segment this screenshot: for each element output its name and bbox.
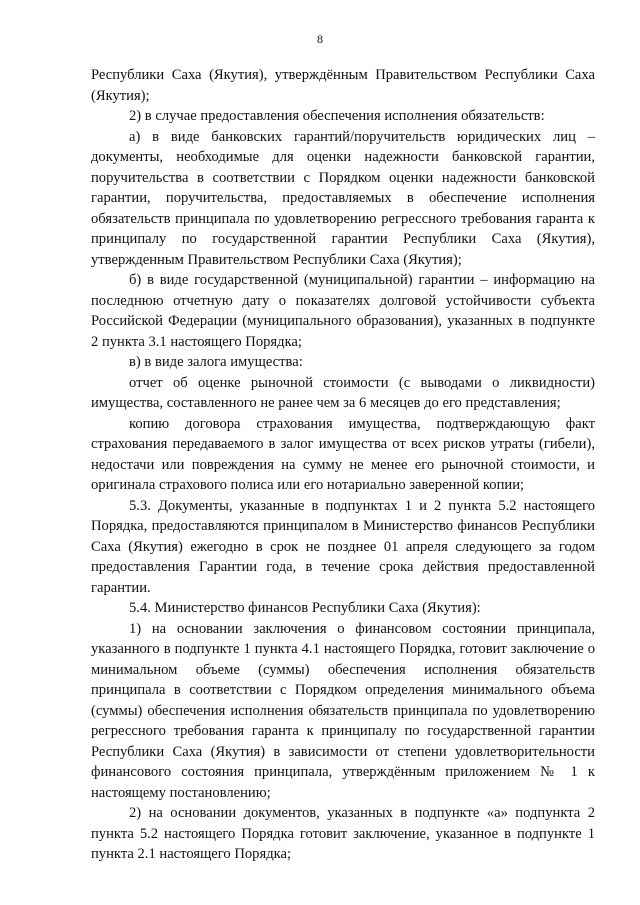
paragraph-subitem-b: б) в виде государственной (муниципальной) гарантии – информацию на последнюю отчетную дату о показателях долговой устойчивости субъекта Российской Федерации (муниципального образования), указанных в подпункте 2 пункта 3.1 настоящего Порядка;	[91, 272, 595, 350]
paragraph-subitem-v: в) в виде залога имущества:	[129, 354, 303, 370]
paragraph-valuation-report: отчет об оценке рыночной стоимости (с выводами о ликвидности) имущества, составленного не ранее чем за 6 месяцев до его представления;	[91, 374, 595, 411]
document-body	[91, 65, 595, 865]
paragraph-subitem-a: а) в виде банковских гарантий/поручительств юридических лиц – документы, необходимые для оценки надежности банковской гарантии, поручительства в соответствии с Порядком оценки надежности банковской гарантии, поручительства, предоставляемых в обеспечение исполнения обязательств принципала по удовлетворению регрессного требования гаранта к принципалу по государственной гарантии Республики Саха (Якутия), утвержденным Правительством Республики Саха (Якутия);	[91, 128, 595, 268]
paragraph-section-5-4-item-1: 1) на основании заключения о финансовом состоянии принципала, указанного в подпункте 1 пункта 4.1 настоящего Порядка, готовит заключение о минимальном объеме (суммы) обеспечения исполнения обязательств принципала в соответствии с Порядком определения минимального объема (суммы) обеспечения исполнения обязательств принципала по удовлетворению регрессного требования гаранта к принципалу по государственной гарантии Республики Саха (Якутия) в зависимости от степени удовлетворительности финансового состояния принципала, утверждённым приложением № 1 к настоящему постановлению;	[91, 620, 595, 801]
paragraph-section-5-4: 5.4. Министерство финансов Республики Саха (Якутия):	[129, 600, 481, 616]
paragraph-section-5-3: 5.3. Документы, указанные в подпунктах 1 и 2 пункта 5.2 настоящего Порядка, предоставляются принципалом в Министерство финансов Республики Саха (Якутия) ежегодно в срок не позднее 01 апреля следующего за годом предоставления Гарантии года, в течение срока действия предоставленной гарантии.	[91, 497, 595, 596]
page-number: 8	[317, 32, 323, 46]
paragraph-item-2: 2) в случае предоставления обеспечения исполнения обязательств:	[129, 108, 545, 124]
paragraph-insurance-contract: копию договора страхования имущества, подтверждающую факт страхования передаваемого в залог имущества от всех рисков утраты (гибели), недостачи или повреждения на сумму не менее его рыночной стоимости, и оригинала страхового полиса или его нотариально заверенной копии;	[91, 415, 595, 493]
paragraph-section-5-4-item-2: 2) на основании документов, указанных в подпункте «а» подпункта 2 пункта 5.2 настоящего Порядка готовит заключение, указанное в подпункте 1 пункта 2.1 настоящего Порядка;	[91, 805, 595, 862]
paragraph-continuation: Республики Саха (Якутия), утверждённым Правительством Республики Саха (Якутия);	[91, 67, 595, 104]
